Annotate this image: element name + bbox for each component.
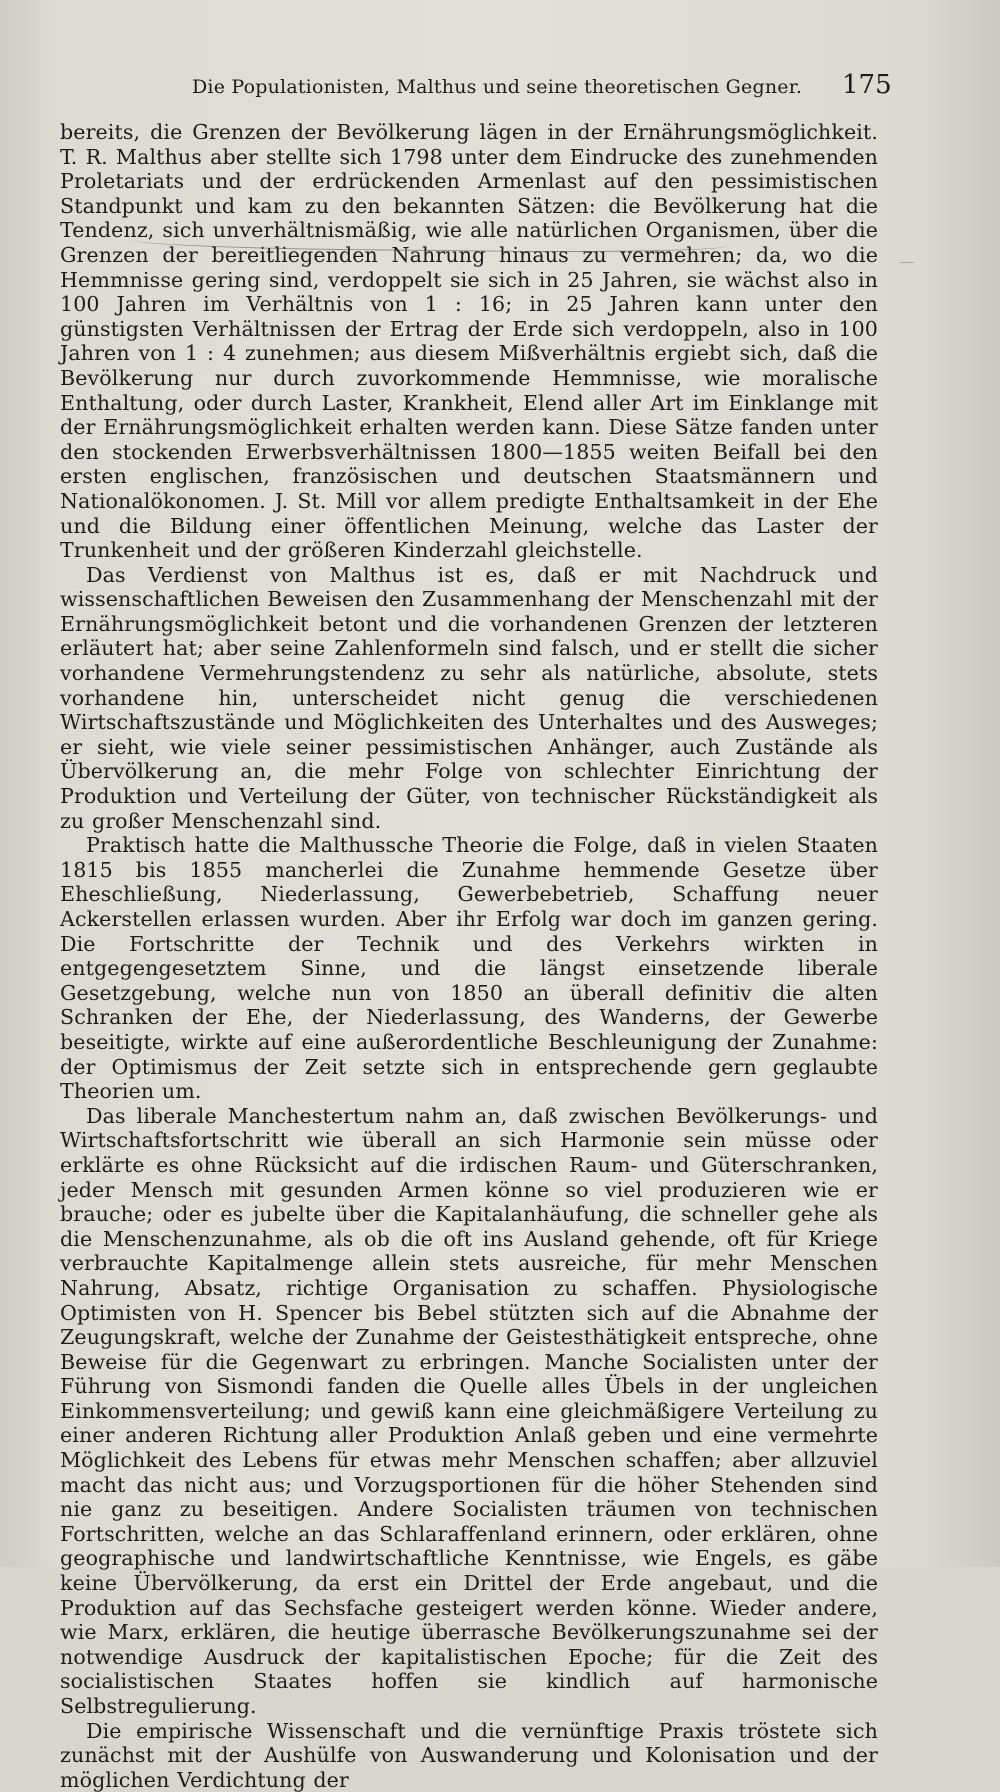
paragraph-liberal-manchestertum: Das liberale Manchestertum nahm an, daß zwischen Bevölkerungs- und Wirtschaftsfortschritt wie überall an sich Harmonie sein müsse oder erklärte es ohne Rücksicht auf die irdischen Raum- und Güterschranken, jeder Mensch mit gesunden Armen könne so viel produzieren wie er brauche; oder es jubelte über die Kapitalanhäufung, die schneller gehe als die Menschenzunahme, als ob die oft ins Ausland gehende, oft für Kriege verbrauchte Kapitalmenge allein stets ausreiche, für mehr Menschen Nahrung, Absatz, richtige Organisation zu schaffen. Physiologische Optimisten von H. Spencer bis Bebel stützten sich auf die Abnahme der Zeugungskraft, welche der Zunahme der Geistesthätigkeit entspreche, ohne Beweise für die Gegenwart zu erbringen. Manche Socialisten unter der Führung von Sismondi fanden die Quelle alles Übels in der ungleichen Einkommensverteilung; und gewiß kann eine gleichmäßigere Verteilung zu einer anderen Richtung aller Produktion Anlaß geben und eine vermehrte Möglichkeit des Lebens für etwas mehr Menschen schaffen; aber allzuviel macht das nicht aus; und Vorzugsportionen für die höher Stehenden sind nie ganz zu beseitigen. Andere Socialisten träumen von technischen Fortschritten, welche an das Schlaraffenland erinnern, oder erklären, ohne geographische und landwirtschaftliche Kenntnisse, wie Engels, es gäbe keine Übervölkerung, da erst ein Drittel der Erde angebaut, und die Produktion auf das Sechsfache gesteigert werden könne. Wieder andere, wie Marx, erklären, die heutige überrasche Bevölkerungszunahme sei der notwendige Ausdruck der kapitalistischen Epoche; für die Zeit des socialistischen Staates hoffen sie kindlich auf harmonische Selbstregulierung. [60,1103,878,1718]
page-number: 175 [842,70,892,100]
paragraph-empirical-science: Die empirische Wissenschaft und die vernünftige Praxis tröstete sich zunächst mit der Aushülfe von Auswanderung und Kolonisation und der möglichen Verdichtung der [60,1718,878,1792]
body-text [60,120,878,1792]
page-header [0,70,1000,110]
running-title: Die Populationisten, Malthus und seine theoretischen Gegner. [192,76,803,98]
paragraph-malthus-merit: Das Verdienst von Malthus ist es, daß er mit Nachdruck und wissenschaftlichen Beweisen den Zusammenhang der Menschenzahl mit der Ernährungsmöglichkeit betont und die vorhandenen Grenzen der letzteren erläutert hat; aber seine Zahlenformeln sind falsch, und er stellt die sicher vorhandene Vermehrungstendenz zu sehr als natürliche, absolute, stets vorhandene hin, unterscheidet nicht genug die verschiedenen Wirtschaftszustände und Möglichkeiten des Unterhaltes und des Ausweges; er sieht, wie viele seiner pessimistischen Anhänger, auch Zustände als Übervölkerung an, die mehr Folge von schlechter Einrichtung der Produktion und Verteilung der Güter, von technischer Rückständigkeit als zu großer Menschenzahl sind. [60,562,878,833]
margin-pencil-mark [900,262,914,271]
paragraph-practical-consequences: Praktisch hatte die Malthussche Theorie die Folge, daß in vielen Staaten 1815 bis 1855 mancherlei die Zunahme hemmende Gesetze über Eheschließung, Niederlassung, Gewerbebetrieb, Schaffung neuer Ackerstellen erlassen wurden. Aber ihr Erfolg war doch im ganzen gering. Die Fortschritte der Technik und des Verkehrs wirkten in entgegengesetztem Sinne, und die längst einsetzende liberale Gesetzgebung, welche nun von 1850 an überall definitiv die alten Schranken der Ehe, der Niederlassung, des Wanderns, der Gewerbe beseitigte, wirkte auf eine außerordentliche Beschleunigung der Zunahme: der Optimismus der Zeit setzte sich in entsprechende gern geglaubte Theorien um. [60,833,878,1104]
paragraph-malthus-theory: bereits, die Grenzen der Bevölkerung lägen in der Ernährungsmöglichkeit. T. R. Malthus aber stellte sich 1798 unter dem Eindrucke des zunehmenden Proletariats und der erdrückenden Armenlast auf den pessimistischen Standpunkt und kam zu den bekannten Sätzen: die Bevölkerung hat die Tendenz, sich unverhältnismäßig, wie alle natürlichen Organismen, über die Grenzen der bereitliegenden Nahrung hinaus zu vermehren; da, wo die Hemmnisse gering sind, verdoppelt sie sich in 25 Jahren, sie wächst also in 100 Jahren im Verhältnis von 1 : 16; in 25 Jahren kann unter den günstigsten Verhältnissen der Ertrag der Erde sich verdoppeln, also in 100 Jahren von 1 : 4 zunehmen; aus diesem Mißverhältnis ergiebt sich, daß die Bevölkerung nur durch zuvorkommende Hemmnisse, wie moralische Enthaltung, oder durch Laster, Krankheit, Elend aller Art im Einklange mit der Ernährungsmöglichkeit erhalten werden kann. Diese Sätze fanden unter den stockenden Erwerbsverhältnissen 1800—1855 weiten Beifall bei den ersten englischen, französischen und deutschen Staatsmännern und Nationalökonomen. J. St. Mill vor allem predigte Enthaltsamkeit in der Ehe und die Bildung einer öffentlichen Meinung, welche das Laster der Trunkenheit und der größeren Kinderzahl gleichstelle. [60,120,878,563]
